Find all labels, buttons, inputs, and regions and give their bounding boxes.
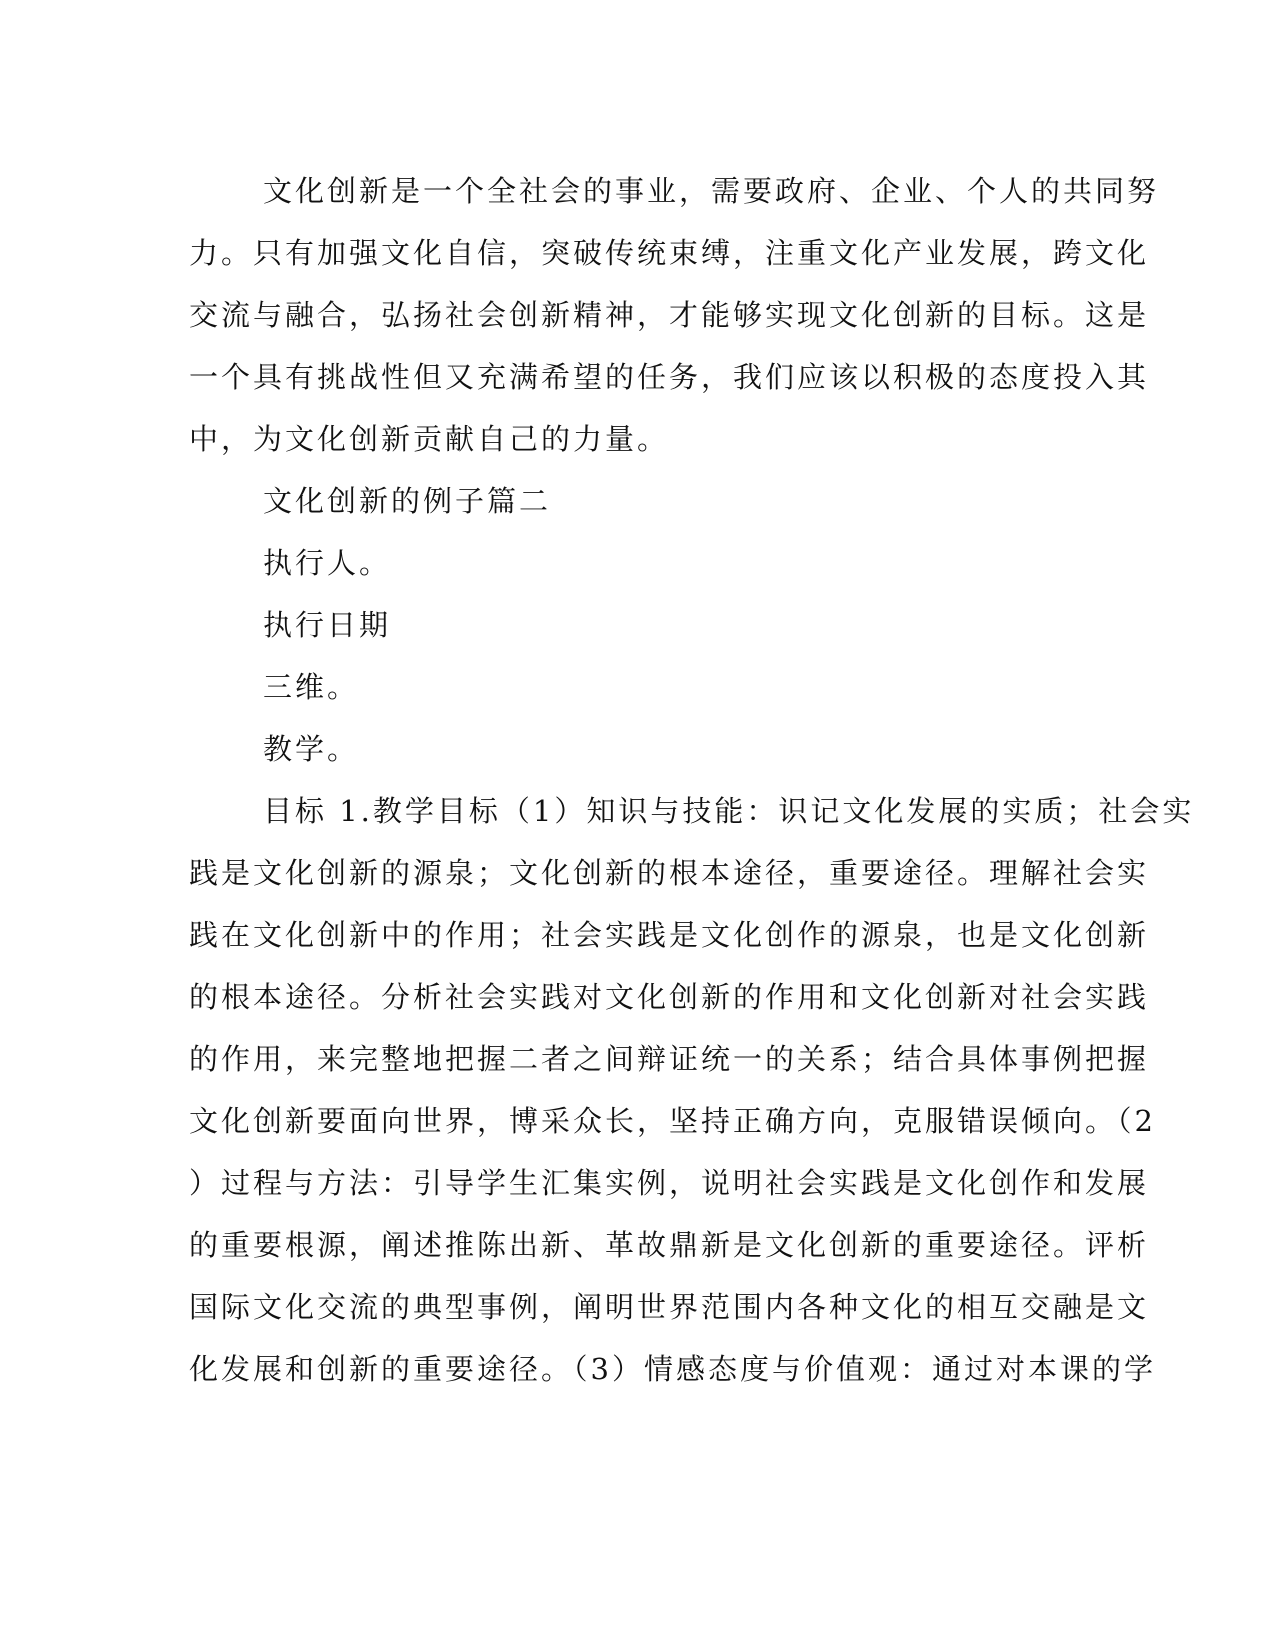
paragraph-line: 践是文化创新的源泉；文化创新的根本途径，重要途径。理解社会实 <box>189 856 1150 890</box>
paragraph-line: 国际文化交流的典型事例，阐明世界范围内各种文化的相互交融是文 <box>189 1290 1150 1324</box>
paragraph-line: 一个具有挑战性但又充满希望的任务，我们应该以积极的态度投入其 <box>189 360 1150 394</box>
paragraph-line: 践在文化创新中的作用；社会实践是文化创作的源泉，也是文化创新 <box>189 918 1150 952</box>
paragraph-line: 的作用，来完整地把握二者之间辩证统一的关系；结合具体事例把握 <box>189 1042 1150 1076</box>
teaching-goals-paragraph <box>189 780 1195 1400</box>
paragraph-line: 化发展和创新的重要途径。（3）情感态度与价值观：通过对本课的学 <box>189 1352 1156 1386</box>
execution-date-label: 执行日期 <box>263 608 392 642</box>
paragraph-line: 的重要根源，阐述推陈出新、革故鼎新是文化创新的重要途径。评析 <box>189 1228 1150 1262</box>
paragraph-line: 目标 1.教学目标（1）知识与技能：识记文化发展的实质；社会实 <box>263 794 1195 828</box>
paragraph-line: 中，为文化创新贡献自己的力量。 <box>189 422 670 456</box>
closing-paragraph <box>189 160 1160 470</box>
document-body <box>189 160 1195 1400</box>
paragraph-line: 力。只有加强文化自信，突破传统束缚，注重文化产业发展，跨文化 <box>189 236 1150 270</box>
three-dimension-label: 三维。 <box>263 670 360 704</box>
paragraph-line: 文化创新是一个全社会的事业，需要政府、企业、个人的共同努 <box>263 174 1160 208</box>
paragraph-line: ）过程与方法：引导学生汇集实例，说明社会实践是文化创作和发展 <box>189 1166 1150 1200</box>
executor-label: 执行人。 <box>263 546 392 580</box>
section-title: 文化创新的例子篇二 <box>263 484 552 518</box>
paragraph-line: 文化创新要面向世界，博采众长，坚持正确方向，克服错误倾向。（2 <box>189 1104 1156 1138</box>
teaching-label: 教学。 <box>263 732 360 766</box>
paragraph-line: 交流与融合，弘扬社会创新精神，才能够实现文化创新的目标。这是 <box>189 298 1150 332</box>
paragraph-line: 的根本途径。分析社会实践对文化创新的作用和文化创新对社会实践 <box>189 980 1150 1014</box>
